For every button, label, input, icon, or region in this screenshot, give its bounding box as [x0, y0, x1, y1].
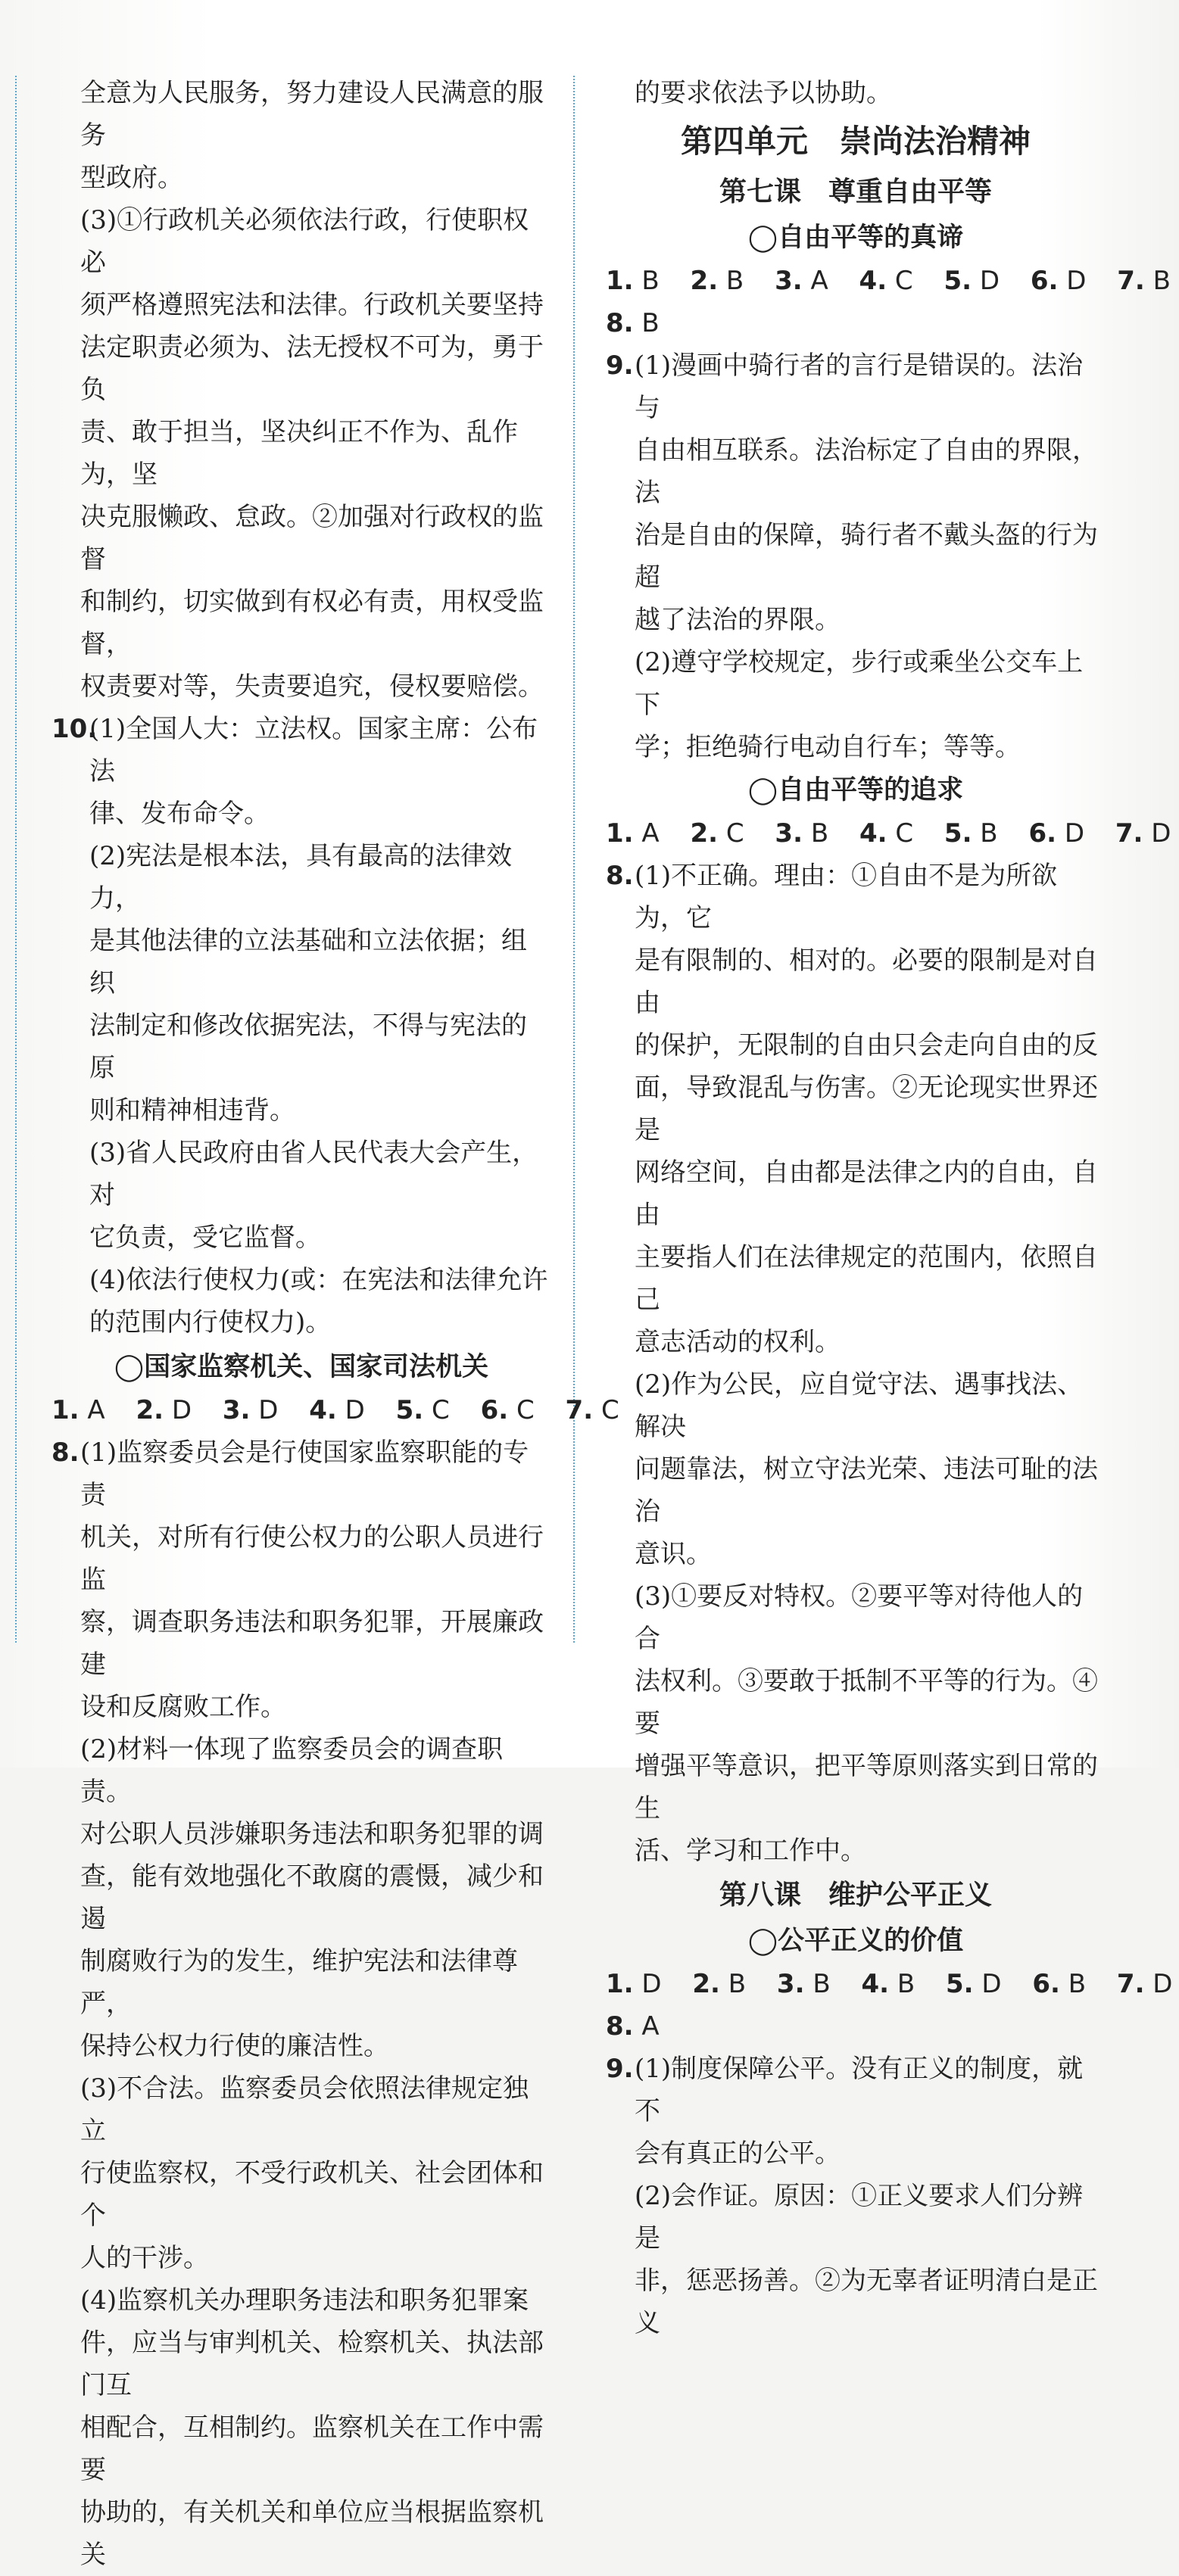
- mc-answer: 4. B: [861, 1969, 915, 1999]
- text-line: 机关，对所有行使公权力的公职人员进行监: [80, 1522, 544, 1595]
- mc-answer: 5. C: [395, 1395, 450, 1425]
- text-line: (3)①要反对特权。②要平等对待他人的合: [635, 1581, 1084, 1654]
- mc-answer: 1. B: [606, 266, 660, 296]
- question-number: 10.: [51, 714, 98, 744]
- question-10: [51, 708, 551, 1344]
- mc-answer: 6. D: [1028, 818, 1085, 849]
- text-line: 问题靠法，树立守法光荣、违法可耻的法治: [635, 1454, 1098, 1527]
- text-line: (3)省人民政府由省人民代表大会产生，对: [89, 1138, 538, 1210]
- text-line: 法定职责必须为、法无授权不可为，勇于负: [80, 332, 544, 405]
- text-line: 它负责，受它监督。: [89, 1223, 321, 1253]
- question-number: 8.: [606, 861, 634, 891]
- text-line: 面，导致混乱与伤害。②无论现实世界还是: [635, 1073, 1098, 1145]
- text-line: (2)会作证。原因：①正义要求人们分辨是: [635, 2181, 1084, 2254]
- mc-answer: 6. B: [1032, 1969, 1087, 1999]
- mc-answer: 2. B: [692, 1969, 747, 1999]
- mc-answer: 2. B: [690, 266, 744, 296]
- text-line: 制腐败行为的发生，维护宪法和法律尊严，: [80, 1946, 518, 2019]
- mc-answers-row: [606, 1963, 1173, 2005]
- unit-title: 第四单元 崇尚法治精神: [680, 123, 1031, 160]
- text-line: 自由相互联系。法治标定了自由的界限，法: [635, 435, 1098, 508]
- mc-answer: 7. D: [1116, 1969, 1173, 1999]
- mc-answer: 8. A: [606, 2011, 660, 2042]
- mc-answers-row: [606, 302, 1106, 344]
- mc-answer: 6. C: [480, 1395, 535, 1425]
- text-line: 查，能有效地强化不敢腐的震慑，减少和遏: [80, 1861, 544, 1934]
- text-line: 察，调查职务违法和职务犯罪，开展廉政建: [80, 1607, 544, 1680]
- text-line: 网络空间，自由都是法律之内的自由，自由: [635, 1157, 1098, 1230]
- text-line: 律、发布命令。: [89, 799, 270, 829]
- text-line: 的范围内行使权力)。: [89, 1307, 332, 1338]
- mc-answer: 2. C: [690, 818, 744, 849]
- continued-answer: [606, 72, 1106, 114]
- text-line: 增强平等意识，把平等原则落实到日常的生: [635, 1751, 1098, 1824]
- text-line: 人的干涉。: [80, 2243, 209, 2273]
- text-line: (2)宪法是根本法，具有最高的法律效力，: [89, 841, 513, 914]
- text-line: 件，应当与审判机关、检察机关、执法部门互: [80, 2328, 544, 2400]
- text-line: (1)不正确。理由：①自由不是为所欲为，它: [635, 861, 1058, 933]
- text-line: 行使监察权，不受行政机关、社会团体和个: [80, 2158, 544, 2231]
- text-line: (1)制度保障公平。没有正义的制度，就不: [635, 2054, 1084, 2126]
- text-line: 和制约，切实做到有权必有责，用权受监督，: [80, 587, 544, 659]
- section-title-fairness-justice-value: ◯公平正义的价值: [747, 1926, 964, 1956]
- section-title-supervision-judicial: ◯国家监察机关、国家司法机关: [114, 1352, 489, 1382]
- text-line: 意识。: [635, 1539, 712, 1569]
- text-line: 法权利。③要敢于抵制不平等的行为。④要: [635, 1666, 1098, 1739]
- mc-answer: 4. C: [859, 818, 914, 849]
- question-number: 8.: [51, 1438, 80, 1468]
- mc-answer: 2. D: [136, 1395, 192, 1425]
- text-line: 保持公权力行使的廉洁性。: [80, 2031, 389, 2061]
- question-8: [51, 1431, 551, 2576]
- left-margin-dotted-line: [15, 76, 17, 1643]
- text-line: 治是自由的保障，骑行者不戴头盔的行为超: [635, 520, 1098, 593]
- text-line: 对公职人员涉嫌职务违法和职务犯罪的调: [80, 1819, 544, 1849]
- mc-answer: 4. D: [309, 1395, 365, 1425]
- text-line: (3)不合法。监察委员会依照法律规定独立: [80, 2073, 529, 2146]
- text-line: (2)材料一体现了监察委员会的调查职责。: [80, 1734, 504, 1807]
- text-line: 的要求依法予以协助。: [635, 78, 892, 108]
- text-line: 是其他法律的立法基础和立法依据；组织: [89, 926, 527, 998]
- lesson-title: 第八课 维护公平正义: [719, 1880, 992, 1911]
- question-9: [606, 344, 1106, 768]
- mc-answer: 3. B: [776, 1969, 831, 1999]
- text-line: 权责要对等，失责要追究，侵权要赔偿。: [80, 671, 544, 702]
- mc-answer: 1. A: [51, 1395, 105, 1425]
- mc-answer: 5. D: [945, 1969, 1002, 1999]
- text-line: 活、学习和工作中。: [635, 1836, 866, 1866]
- mc-answer: 3. D: [222, 1395, 279, 1425]
- text-line: 全意为人民服务，努力建设人民满意的服务: [80, 78, 544, 151]
- mc-answer: 8. B: [606, 308, 660, 338]
- text-line: (4)依法行使权力(或：在宪法和法律允许: [89, 1265, 548, 1295]
- text-line: (4)监察机关办理职务违法和职务犯罪案: [80, 2285, 529, 2316]
- text-line: 是有限制的、相对的。必要的限制是对自由: [635, 945, 1098, 1018]
- text-line: 设和反腐败工作。: [80, 1692, 286, 1722]
- text-line: 主要指人们在法律规定的范围内，依照自己: [635, 1242, 1098, 1315]
- text-line: 相配合，互相制约。监察机关在工作中需要: [80, 2412, 544, 2485]
- text-line: 决克服懒政、怠政。②加强对行政权的监督: [80, 502, 544, 575]
- text-line: 越了法治的界限。: [635, 605, 841, 635]
- text-line: 法制定和修改依据宪法，不得与宪法的原: [89, 1011, 527, 1083]
- text-line: (1)监察委员会是行使国家监察职能的专责: [80, 1438, 529, 1510]
- mc-answers-row: [51, 1389, 619, 1431]
- text-line: 意志活动的权利。: [635, 1327, 841, 1357]
- mc-answers-row: [606, 260, 1171, 302]
- section-title-freedom-equality-essence: ◯自由平等的真谛: [747, 223, 964, 253]
- mc-answer: 7. D: [1115, 818, 1171, 849]
- text-line: 学；拒绝骑行电动自行车；等等。: [635, 732, 1021, 762]
- mc-answers-row: [606, 812, 1171, 855]
- question-8: [606, 855, 1106, 1872]
- mc-answer: 3. A: [775, 266, 828, 296]
- question-number: 9.: [606, 2054, 634, 2084]
- mc-answer: 4. C: [859, 266, 913, 296]
- mc-answer: 5. B: [944, 818, 998, 849]
- mc-answer: 1. D: [606, 1969, 662, 1999]
- text-line: (1)全国人大：立法权。国家主席：公布法: [89, 714, 538, 787]
- text-line: 会有真正的公平。: [635, 2138, 841, 2169]
- text-line: 非，惩恶扬善。②为无辜者证明清白是正义: [635, 2266, 1098, 2338]
- text-line: (1)漫画中骑行者的言行是错误的。法治与: [635, 350, 1084, 423]
- text-line: 须严格遵照宪法和法律。行政机关要坚持: [80, 290, 544, 320]
- text-line: 责、敢于担当，坚决纠正不作为、乱作为，坚: [80, 417, 518, 490]
- mc-answer: 7. B: [1117, 266, 1171, 296]
- mc-answer: 6. D: [1030, 266, 1087, 296]
- mc-answer: 5. D: [944, 266, 1000, 296]
- text-line: 型政府。: [80, 163, 183, 193]
- answer-part-3: [51, 199, 551, 708]
- mc-answer: 3. B: [775, 818, 829, 849]
- text-line: 协助的，有关机关和单位应当根据监察机关: [80, 2497, 544, 2570]
- mc-answer: 1. A: [606, 818, 660, 849]
- text-line: (2)作为公民，应自觉守法、遇事找法、解决: [635, 1369, 1084, 1442]
- right-column: [606, 72, 1173, 2344]
- text-line: 的保护，无限制的自由只会走向自由的反: [635, 1030, 1098, 1061]
- left-column: [51, 72, 619, 2576]
- question-9: [606, 2048, 1106, 2344]
- mc-answer: 7. C: [565, 1395, 619, 1425]
- section-title-freedom-equality-pursuit: ◯自由平等的追求: [747, 775, 964, 805]
- text-line: (2)遵守学校规定，步行或乘坐公交车上下: [635, 647, 1084, 720]
- question-number: 9.: [606, 350, 634, 381]
- mc-answers-row: [606, 2005, 1106, 2048]
- text-line: (3)①行政机关必须依法行政，行使职权必: [80, 205, 529, 278]
- continued-answer: [51, 72, 551, 199]
- lesson-title: 第七课 尊重自由平等: [719, 176, 992, 207]
- text-line: 则和精神相违背。: [89, 1095, 295, 1126]
